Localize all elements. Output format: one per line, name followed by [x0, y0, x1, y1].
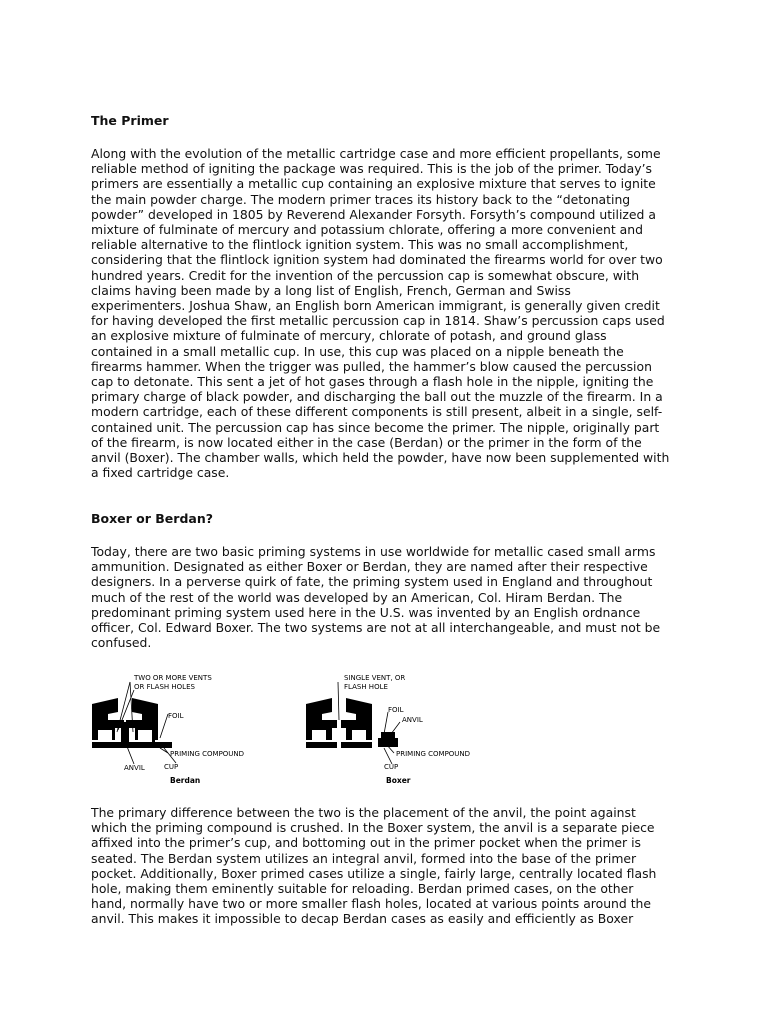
text-line: experimenters. Joshua Shaw, an English born American immigrant, is generally given credit — [91, 298, 660, 314]
text-line: which the priming compound is crushed. In the Boxer system, the anvil is a separate piece — [91, 820, 655, 836]
text-line: mixture of fulminate of mercury and potassium chlorate, offering a more convenient and — [91, 222, 643, 238]
primer-diagram — [88, 668, 508, 790]
boxer-foil-label: FOIL — [388, 706, 404, 714]
paragraph-boxer-berdan — [91, 544, 691, 650]
text-line: officer, Col. Edward Boxer. The two systems are not at all interchangeable, and must not be — [91, 620, 661, 636]
text-line: reliable method of igniting the package was required. This is the job of the primer. Today’s — [91, 161, 652, 177]
text-line: hundred years. Credit for the invention of the percussion cap is somewhat obscure, with — [91, 267, 640, 283]
section-heading-boxer-berdan: Boxer or Berdan? — [91, 511, 213, 526]
paragraph-differences — [91, 805, 691, 927]
text-line: considering that the flintlock ignition system had dominated the firearms world for over two — [91, 252, 663, 268]
text-line: contained unit. The percussion cap has since become the primer. The nipple, originally part — [91, 419, 660, 435]
text-line: an explosive mixture of fulminate of mercury, chlorate of potash, and ground glass — [91, 328, 607, 344]
text-line: predominant priming system used here in the U.S. was invented by an English ordnance — [91, 604, 641, 620]
text-line: firearms hammer. When the trigger was pulled, the hammer’s blow caused the percussion — [91, 358, 652, 374]
text-line: anvil (Boxer). The chamber walls, which held the powder, have now been supplemented with — [91, 450, 670, 466]
text-line: contained in a small metallic cup. In use, this cup was placed on a nipple beneath the — [91, 343, 624, 359]
berdan-caption: Berdan — [170, 776, 201, 785]
berdan-vents-label: OR FLASH HOLES — [134, 683, 195, 691]
boxer-vent-label: SINGLE VENT, OR — [344, 674, 406, 682]
text-line: a fixed cartridge case. — [91, 465, 230, 481]
text-line: affixed into the primer’s cup, and bottoming out in the primer pocket when the primer is — [91, 835, 641, 851]
berdan-anvil-label: ANVIL — [124, 764, 145, 772]
berdan-priming-label: PRIMING COMPOUND — [170, 750, 245, 758]
boxer-vent-label: FLASH HOLE — [344, 683, 388, 691]
text-line: reliable alternative to the flintlock ignition system. This was no small accomplishment, — [91, 237, 629, 253]
text-line: hole, making them eminently suitable for reloading. Berdan primed cases, on the other — [91, 881, 634, 897]
text-line: pocket. Additionally, Boxer primed cases utilize a single, fairly large, centrally located flash — [91, 865, 657, 881]
boxer-priming-label: PRIMING COMPOUND — [396, 750, 471, 758]
boxer-caption: Boxer — [386, 776, 411, 785]
text-line: ammunition. Designated as either Boxer or Berdan, they are named after their respective — [91, 559, 648, 575]
text-line: of the firearm, is now located either in the case (Berdan) or the primer in the form of the — [91, 434, 642, 450]
berdan-foil-label: FOIL — [168, 712, 184, 720]
text-line: powder” developed in 1805 by Reverend Alexander Forsyth. Forsyth’s compound utilized a — [91, 206, 656, 222]
text-line: seated. The Berdan system utilizes an integral anvil, formed into the base of the primer — [91, 850, 637, 866]
text-line: much of the rest of the world was developed by an American, Col. Hiram Berdan. The — [91, 589, 623, 605]
boxer-anvil-label: ANVIL — [402, 716, 423, 724]
text-line: modern cartridge, each of these different components is still present, albeit in a single, self- — [91, 404, 663, 420]
text-line: the main powder charge. The modern primer traces its history back to the “detonating — [91, 191, 631, 207]
text-line: anvil. This makes it impossible to decap Berdan cases as easily and efficiently as Boxer — [91, 911, 634, 927]
berdan-vents-label: TWO OR MORE VENTS — [134, 674, 212, 682]
text-line: for having developed the first metallic percussion cap in 1814. Shaw’s percussion caps used — [91, 313, 665, 329]
text-line: primers are essentially a metallic cup containing an explosive mixture that serves to ignite — [91, 176, 656, 192]
section-heading-primer: The Primer — [91, 113, 169, 128]
text-line: Along with the evolution of the metallic cartridge case and more efficient propellants, some — [91, 146, 661, 161]
berdan-cup-label: CUP — [164, 763, 179, 771]
paragraph-primer — [91, 146, 691, 480]
text-line: The primary difference between the two is the placement of the anvil, the point against — [91, 805, 636, 820]
text-line: confused. — [91, 635, 152, 651]
text-line: Today, there are two basic priming systems in use worldwide for metallic cased small arms — [91, 544, 656, 559]
boxer-diagram — [306, 674, 470, 785]
boxer-cup-label: CUP — [384, 763, 399, 771]
berdan-diagram — [92, 674, 244, 785]
text-line: claims having been made by a long list of English, French, German and Swiss — [91, 282, 571, 298]
text-line: hand, normally have two or more smaller flash holes, located at various points around the — [91, 896, 652, 912]
text-line: cap to detonate. This sent a jet of hot gases through a flash hole in the nipple, igniting the — [91, 374, 654, 390]
text-line: designers. In a perverse quirk of fate, the priming system used in England and throughout — [91, 574, 653, 590]
text-line: primary charge of black powder, and discharging the ball out the muzzle of the firearm. In a — [91, 389, 663, 405]
